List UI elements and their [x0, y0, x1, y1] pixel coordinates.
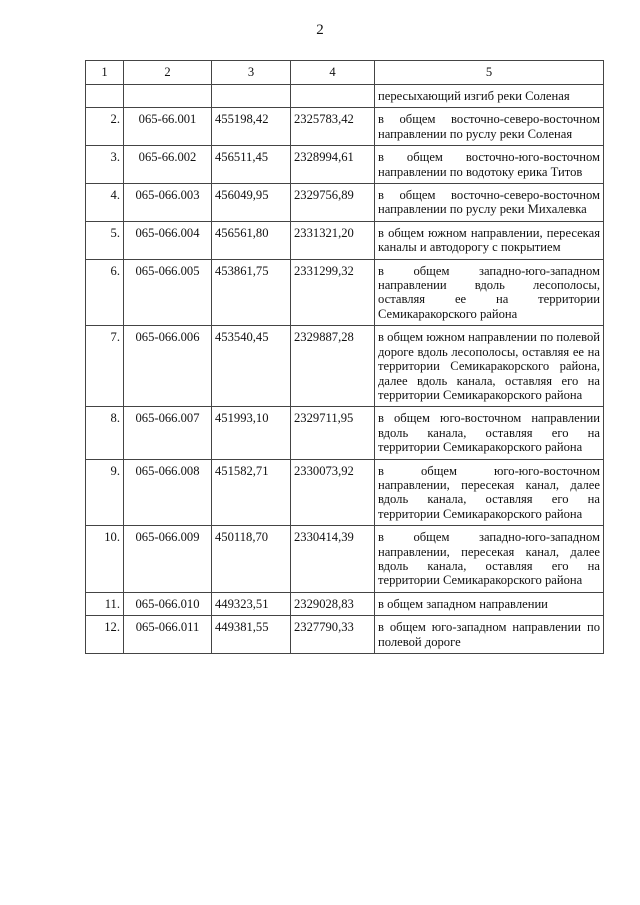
coordinate-y: 2327790,33: [291, 616, 375, 654]
boundary-description: в общем южном направлении по полевой дороге вдоль лесополосы, оставляя ее на территории Семикаракорского района, далее вдоль канала, оставляя его на территории Семикаракорского района: [375, 326, 604, 407]
point-code: [124, 85, 212, 108]
coordinate-y: 2329711,95: [291, 407, 375, 459]
table-row: [86, 108, 604, 146]
coordinate-x: 456511,45: [212, 146, 291, 184]
point-code: 065-066.004: [124, 221, 212, 259]
boundary-description: в общем восточно-юго-восточном направлении по водотоку ерика Титов: [375, 146, 604, 184]
row-number: 6.: [86, 259, 124, 326]
point-code: 065-066.011: [124, 616, 212, 654]
coordinate-y: 2329887,28: [291, 326, 375, 407]
row-number: 12.: [86, 616, 124, 654]
header-col-4: 4: [291, 61, 375, 85]
row-number: 8.: [86, 407, 124, 459]
point-code: 065-066.007: [124, 407, 212, 459]
coordinate-y: 2329028,83: [291, 592, 375, 615]
point-code: 065-066.008: [124, 459, 212, 526]
point-code: 065-066.005: [124, 259, 212, 326]
boundary-description: в общем западно-юго-западном направлении вдоль лесополосы, оставляя ее на территории Семикаракорского района: [375, 259, 604, 326]
boundary-description: в общем восточно-северо-восточном направлении по руслу реки Михалевка: [375, 184, 604, 222]
table-row: [86, 221, 604, 259]
table-row: [86, 616, 604, 654]
coordinate-x: 453540,45: [212, 326, 291, 407]
row-number: 11.: [86, 592, 124, 615]
table-row: [86, 259, 604, 326]
table-row: [86, 146, 604, 184]
header-row: [86, 61, 604, 85]
point-code: 065-066.010: [124, 592, 212, 615]
coordinate-x: 455198,42: [212, 108, 291, 146]
header-col-3: 3: [212, 61, 291, 85]
point-code: 065-066.003: [124, 184, 212, 222]
boundary-description: в общем южном направлении, пересекая каналы и автодорогу с покрытием: [375, 221, 604, 259]
boundary-description: в общем западном направлении: [375, 592, 604, 615]
page-number: 2: [316, 22, 324, 38]
coordinate-x: 456561,80: [212, 221, 291, 259]
coordinate-y: 2331321,20: [291, 221, 375, 259]
row-number: 5.: [86, 221, 124, 259]
coordinate-x: 451582,71: [212, 459, 291, 526]
header-col-1: 1: [86, 61, 124, 85]
boundary-description: в общем восточно-северо-восточном направлении по руслу реки Соленая: [375, 108, 604, 146]
boundary-description: в общем юго-юго-восточном направлении, пересекая канал, далее вдоль канала, оставляя его на территории Семикаракорского района: [375, 459, 604, 526]
boundary-description: в общем юго-западном направлении по полевой дороге: [375, 616, 604, 654]
boundary-table: [85, 60, 604, 654]
coordinate-y: 2330414,39: [291, 526, 375, 593]
coordinate-y: 2328994,61: [291, 146, 375, 184]
table-row: [86, 592, 604, 615]
coordinate-x: 449381,55: [212, 616, 291, 654]
point-code: 065-66.002: [124, 146, 212, 184]
coordinate-y: 2330073,92: [291, 459, 375, 526]
coordinate-y: 2331299,32: [291, 259, 375, 326]
point-code: 065-66.001: [124, 108, 212, 146]
coordinate-x: 453861,75: [212, 259, 291, 326]
row-number: 10.: [86, 526, 124, 593]
table-row: [86, 459, 604, 526]
row-number: 7.: [86, 326, 124, 407]
table-row: [86, 326, 604, 407]
boundary-description: пересыхающий изгиб реки Соленая: [375, 85, 604, 108]
header-col-5: 5: [375, 61, 604, 85]
table-row: [86, 184, 604, 222]
header-col-2: 2: [124, 61, 212, 85]
point-code: 065-066.006: [124, 326, 212, 407]
table-row: [86, 526, 604, 593]
row-number: 4.: [86, 184, 124, 222]
row-number: [86, 85, 124, 108]
coordinate-y: [291, 85, 375, 108]
boundary-description: в общем юго-восточном направлении вдоль канала, оставляя его на территории Семикаракорского района: [375, 407, 604, 459]
coordinate-y: 2329756,89: [291, 184, 375, 222]
coordinate-x: 450118,70: [212, 526, 291, 593]
coordinate-x: [212, 85, 291, 108]
table-row: [86, 407, 604, 459]
boundary-description: в общем западно-юго-западном направлении, пересекая канал, далее вдоль канала, оставляя его на территории Семикаракорского района: [375, 526, 604, 593]
point-code: 065-066.009: [124, 526, 212, 593]
row-number: 9.: [86, 459, 124, 526]
coordinate-x: 451993,10: [212, 407, 291, 459]
coordinate-x: 456049,95: [212, 184, 291, 222]
row-number: 3.: [86, 146, 124, 184]
coordinate-y: 2325783,42: [291, 108, 375, 146]
row-number: 2.: [86, 108, 124, 146]
coordinate-x: 449323,51: [212, 592, 291, 615]
table-row: [86, 85, 604, 108]
